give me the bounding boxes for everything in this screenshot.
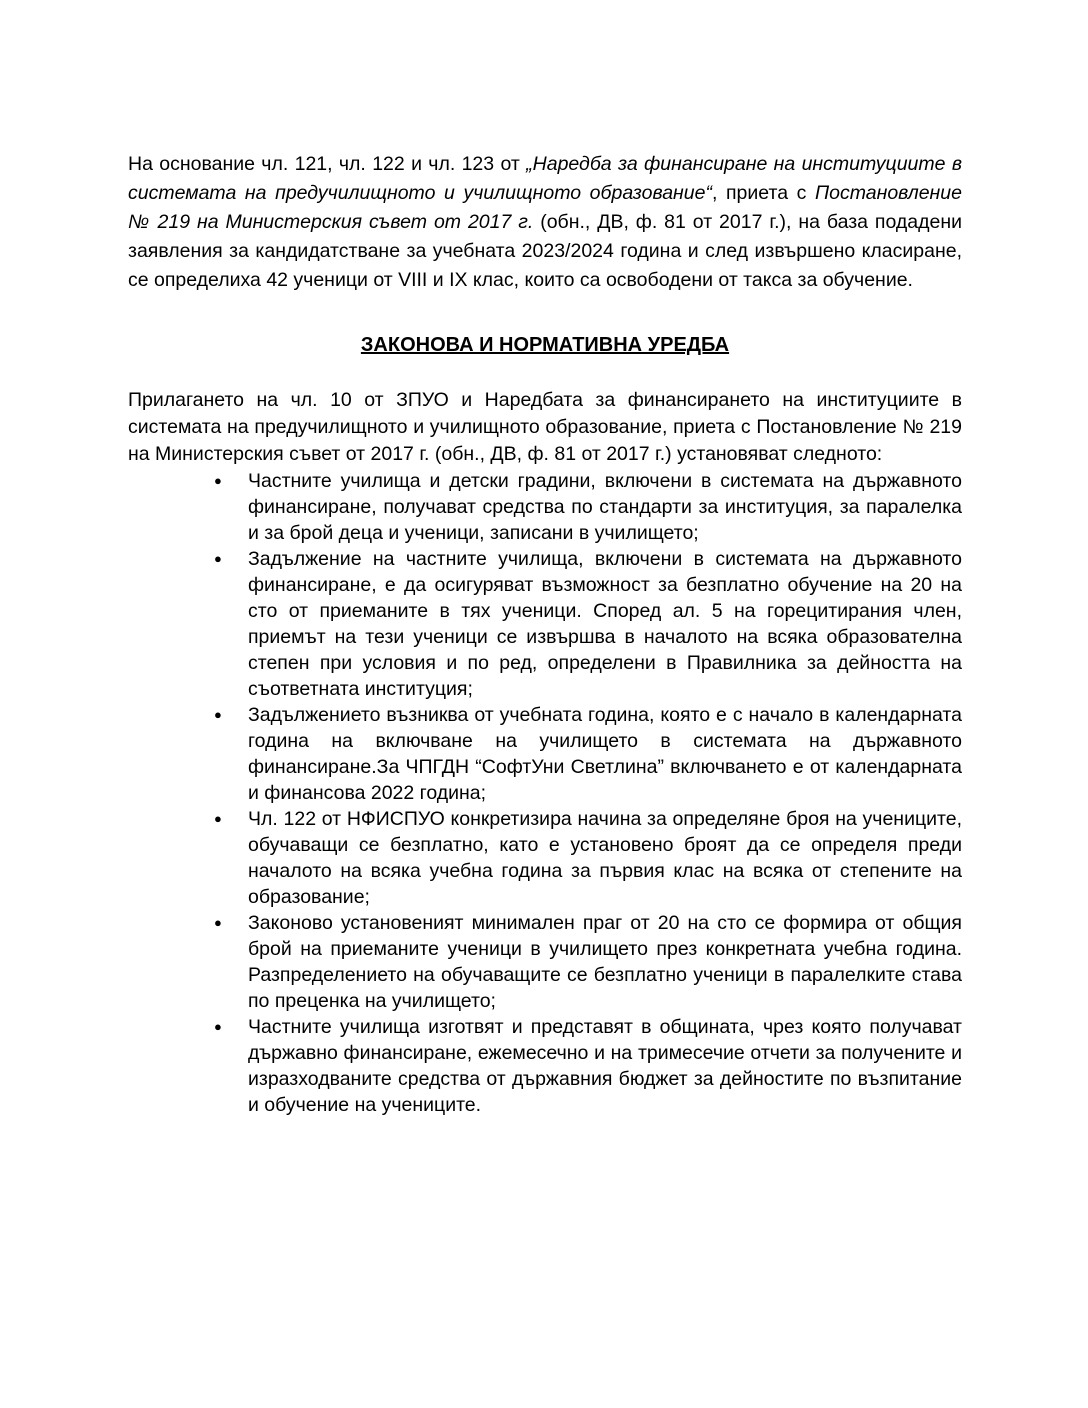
intro-text-run-1: На основание чл. 121, чл. 122 и чл. 123 от bbox=[128, 153, 527, 175]
intro-text-run-2: , приета с bbox=[711, 182, 816, 204]
bullet-list bbox=[128, 468, 962, 1118]
intro-text-run-3: (обн., ДВ, ф. 81 от 2017 г.), на база подадени заявления за кандидатстване за учебната 2023/2024 година и след извършено класиране, се определиха 42 ученици от VIII и IX клас, които са освободени от такса за обучение. bbox=[128, 211, 962, 291]
section-heading-text: ЗАКОНОВА И НОРМАТИВНА УРЕДБА bbox=[360, 334, 730, 356]
list-item-art-122-student-count: ● Чл. 122 от НФИСПУО конкретизира начина за определяне броя на учениците, обучаващи се безплатно, като е установено броят да се определя преди началото на всяка учебна година за първия клас на всяка от степените на образование; bbox=[248, 806, 962, 910]
list-item-municipal-reports: ● Частните училища изготвят и представят в общината, чрез която получават държавно финансиране, ежемесечно и на тримесечие отчети за получените и изразходваните средства от държавния бюджет за дейностите по възпитание и обучение на учениците. bbox=[248, 1014, 962, 1118]
list-item-minimum-threshold: ● Законово установеният минимален праг от 20 на сто се формира от общия брой на приеманите ученици в училището през конкретната учебна година. Разпределението на обучаващите се безплатно ученици в паралелките става по преценка на училището; bbox=[248, 910, 962, 1014]
list-item-free-education-obligation: ● Задължение на частните училища, включени в системата на държавното финансиране, е да осигуряват възможност за безплатно обучение на 20 на сто от приеманите в тях ученици. Според ал. 5 на горецитирания член, приемът на тези ученици се извършва в началото на всяка образователна степен при условия и по ред, определени в Правилника за дейността на съответната институция; bbox=[248, 546, 962, 702]
decree-reference-italic: Постановление № 219 на Министерския съвет от 2017 г. bbox=[128, 182, 962, 233]
list-item-private-schools-standards: ● Частните училища и детски градини, включени в системата на държавното финансиране, получават средства по стандарти за институция, за паралелка и за брой деца и ученици, записани в училището; bbox=[248, 468, 962, 546]
regulation-title-italic: „Наредба за финансиране на институциите в системата на предучилищното и училищното образование“ bbox=[128, 153, 962, 204]
list-item-obligation-start-year: ● Задължението възниква от учебната година, която е с начало в календарната година на включване на училището в системата на държавното финансиране.За ЧПГДН “СофтУни Светлина” включването е от календарната и финансова 2022 година; bbox=[248, 702, 962, 806]
law-application-paragraph: Прилагането на чл. 10 от ЗПУО и Наредбата за финансирането на институциите в системата на предучилищното и училищното образование, приета с Постановление № 219 на Министерския съвет от 2017 г. (обн., ДВ, ф. 81 от 2017 г.) установяват следното: bbox=[128, 389, 962, 465]
section-heading bbox=[128, 331, 962, 360]
intro-paragraph bbox=[128, 150, 962, 295]
